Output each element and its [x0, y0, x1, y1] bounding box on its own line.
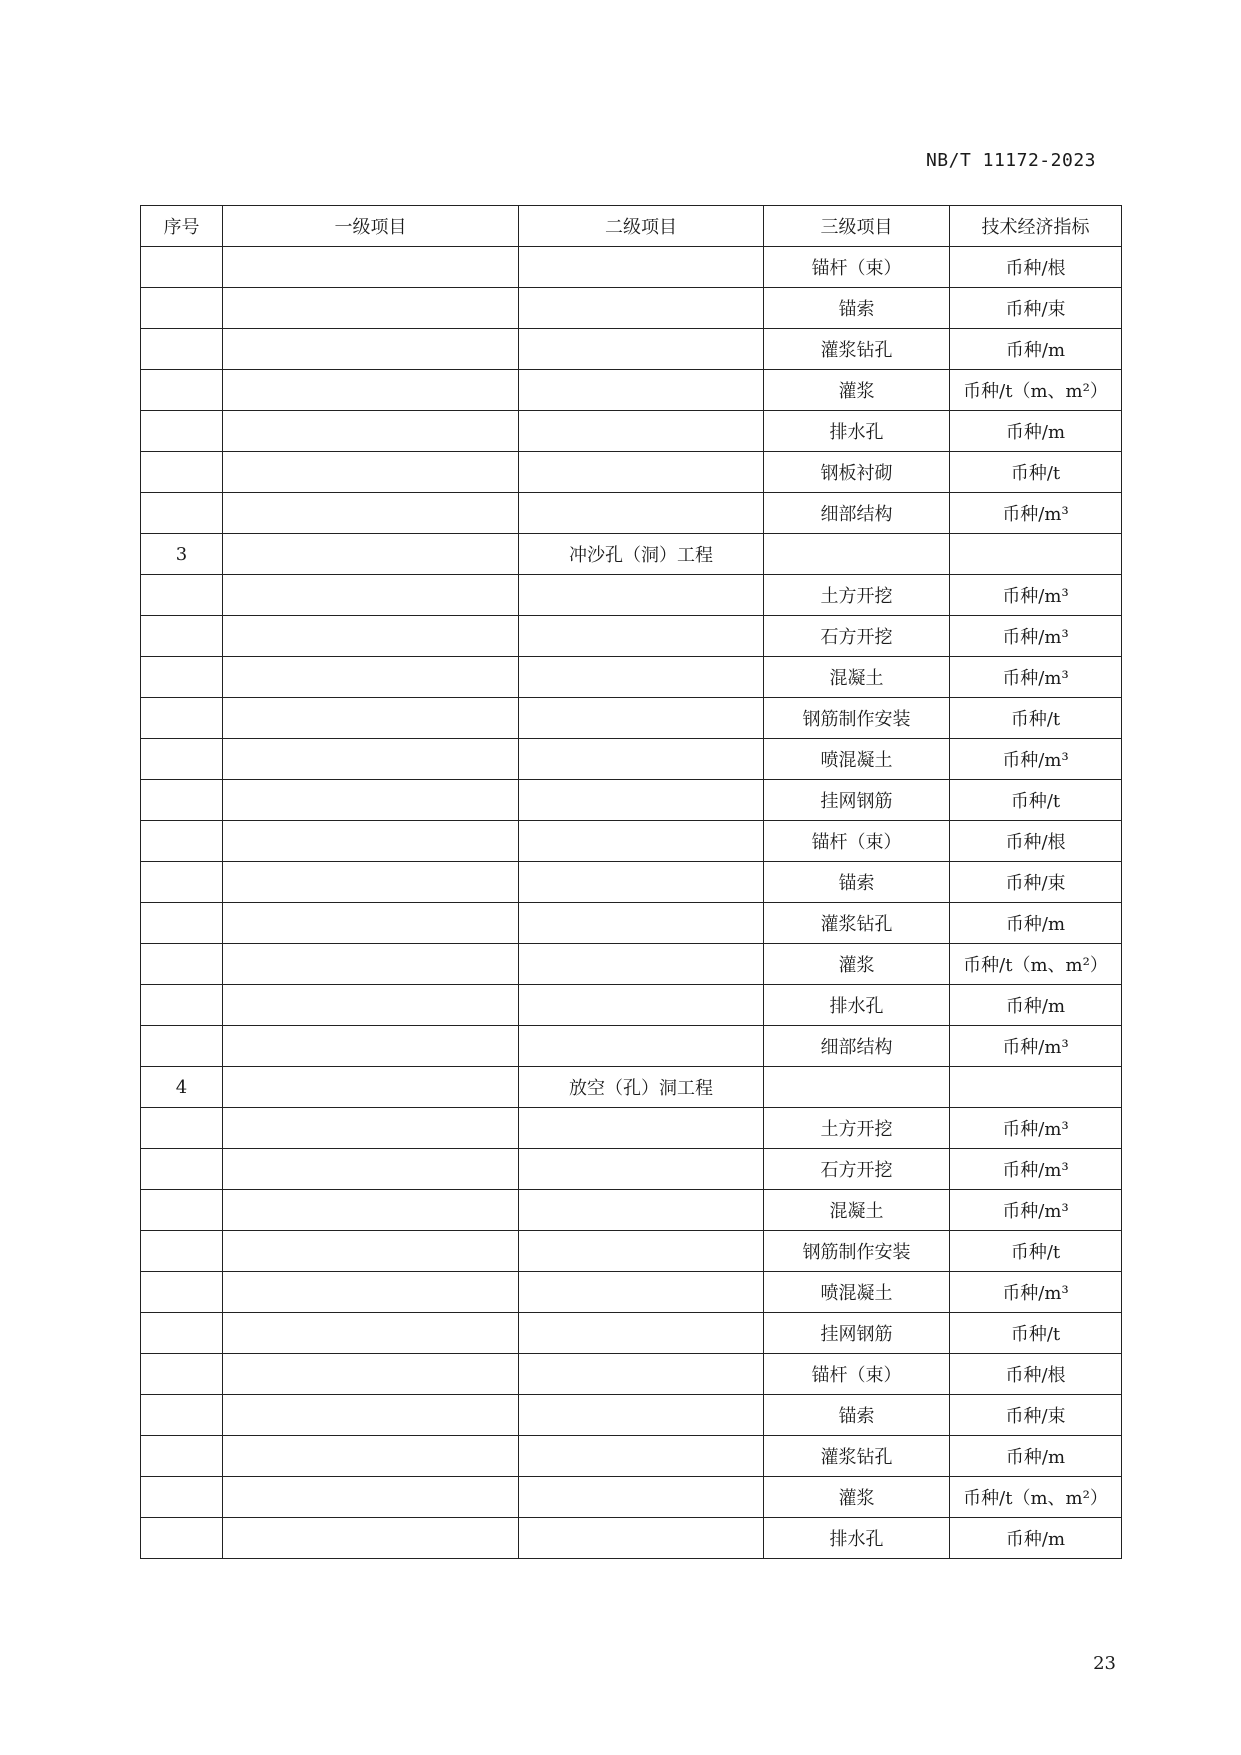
cell-level1 [223, 1518, 519, 1559]
cell-level3: 排水孔 [764, 411, 950, 452]
table-row [141, 1149, 1122, 1190]
table-row [141, 1026, 1122, 1067]
cell-indicator: 币种/t [950, 780, 1122, 821]
cell-seq [141, 616, 223, 657]
cell-level1 [223, 1149, 519, 1190]
cell-seq [141, 247, 223, 288]
cell-indicator: 币种/m³ [950, 616, 1122, 657]
cell-level3: 钢筋制作安装 [764, 1231, 950, 1272]
cell-indicator: 币种/m³ [950, 739, 1122, 780]
cell-indicator: 币种/根 [950, 821, 1122, 862]
cell-level3 [764, 1067, 950, 1108]
cell-level1 [223, 329, 519, 370]
cell-level1 [223, 944, 519, 985]
cell-seq [141, 1026, 223, 1067]
table-row [141, 1190, 1122, 1231]
cell-level3: 喷混凝土 [764, 739, 950, 780]
cell-level2: 冲沙孔（洞）工程 [519, 534, 764, 575]
cell-seq [141, 1313, 223, 1354]
table-row [141, 657, 1122, 698]
table-row [141, 944, 1122, 985]
table-row [141, 370, 1122, 411]
cell-level1 [223, 247, 519, 288]
table-row [141, 1067, 1122, 1108]
cell-level3: 细部结构 [764, 1026, 950, 1067]
cell-level1 [223, 1067, 519, 1108]
cell-level2 [519, 411, 764, 452]
cell-seq [141, 1477, 223, 1518]
cell-level3: 细部结构 [764, 493, 950, 534]
cell-seq [141, 1518, 223, 1559]
col-header-indicator: 技术经济指标 [950, 206, 1122, 247]
cell-indicator: 币种/m³ [950, 1149, 1122, 1190]
cell-level3: 挂网钢筋 [764, 780, 950, 821]
cell-level2 [519, 903, 764, 944]
table-row [141, 780, 1122, 821]
cell-level1 [223, 698, 519, 739]
cell-indicator: 币种/t [950, 1313, 1122, 1354]
cell-seq [141, 657, 223, 698]
cell-level2 [519, 657, 764, 698]
cell-level2: 放空（孔）洞工程 [519, 1067, 764, 1108]
cell-level2 [519, 575, 764, 616]
cell-seq [141, 452, 223, 493]
cell-level3: 锚杆（束） [764, 1354, 950, 1395]
document-code: NB/T 11172-2023 [925, 150, 1096, 171]
cell-level1 [223, 821, 519, 862]
cell-level3: 锚索 [764, 1395, 950, 1436]
cell-level2 [519, 944, 764, 985]
cell-level2 [519, 1395, 764, 1436]
cell-level3: 灌浆 [764, 370, 950, 411]
cell-level3: 喷混凝土 [764, 1272, 950, 1313]
table-body [141, 247, 1122, 1559]
table-row [141, 739, 1122, 780]
cell-level1 [223, 616, 519, 657]
cell-seq [141, 1436, 223, 1477]
cell-level1 [223, 985, 519, 1026]
cell-level1 [223, 1477, 519, 1518]
cell-indicator: 币种/t（m、m²） [950, 370, 1122, 411]
table-row [141, 247, 1122, 288]
table-row [141, 1231, 1122, 1272]
table-row [141, 329, 1122, 370]
cell-seq [141, 1190, 223, 1231]
cell-level3: 锚索 [764, 288, 950, 329]
cell-indicator: 币种/束 [950, 862, 1122, 903]
cell-level3: 石方开挖 [764, 616, 950, 657]
cell-seq [141, 985, 223, 1026]
cell-seq [141, 1149, 223, 1190]
table-row [141, 1395, 1122, 1436]
table-row [141, 1436, 1122, 1477]
cell-indicator: 币种/t（m、m²） [950, 1477, 1122, 1518]
cell-level2 [519, 1108, 764, 1149]
cell-level2 [519, 862, 764, 903]
cell-seq [141, 1354, 223, 1395]
cell-indicator: 币种/t [950, 452, 1122, 493]
cell-level2 [519, 1518, 764, 1559]
cell-level2 [519, 739, 764, 780]
cell-indicator: 币种/t（m、m²） [950, 944, 1122, 985]
cell-level2 [519, 821, 764, 862]
table-row [141, 452, 1122, 493]
cell-level3: 钢筋制作安装 [764, 698, 950, 739]
cell-level3: 排水孔 [764, 985, 950, 1026]
cell-seq [141, 862, 223, 903]
cell-level1 [223, 780, 519, 821]
cell-indicator: 币种/束 [950, 1395, 1122, 1436]
cell-level1 [223, 903, 519, 944]
cell-seq [141, 944, 223, 985]
cell-seq: 4 [141, 1067, 223, 1108]
cell-seq [141, 780, 223, 821]
cell-level1 [223, 739, 519, 780]
cell-indicator: 币种/根 [950, 1354, 1122, 1395]
cell-level2 [519, 288, 764, 329]
cell-seq [141, 329, 223, 370]
cell-level3: 排水孔 [764, 1518, 950, 1559]
table-row [141, 821, 1122, 862]
cell-indicator: 币种/m³ [950, 1108, 1122, 1149]
cell-indicator [950, 1067, 1122, 1108]
table-row [141, 534, 1122, 575]
cell-level3: 灌浆 [764, 1477, 950, 1518]
table-row [141, 411, 1122, 452]
cell-indicator: 币种/根 [950, 247, 1122, 288]
cell-level1 [223, 1272, 519, 1313]
cell-indicator: 币种/m [950, 903, 1122, 944]
cell-indicator: 币种/m [950, 985, 1122, 1026]
table-row [141, 862, 1122, 903]
cell-level2 [519, 1149, 764, 1190]
cell-level2 [519, 329, 764, 370]
cell-level2 [519, 1354, 764, 1395]
cell-indicator: 币种/m³ [950, 575, 1122, 616]
col-header-level2: 二级项目 [519, 206, 764, 247]
cell-level3: 石方开挖 [764, 1149, 950, 1190]
cell-level3: 混凝土 [764, 1190, 950, 1231]
cell-level3: 灌浆 [764, 944, 950, 985]
cell-indicator: 币种/t [950, 698, 1122, 739]
cell-indicator: 币种/m [950, 1436, 1122, 1477]
cell-level2 [519, 1190, 764, 1231]
cell-indicator: 币种/m³ [950, 1272, 1122, 1313]
cell-level2 [519, 780, 764, 821]
cell-level3: 灌浆钻孔 [764, 329, 950, 370]
cell-seq [141, 903, 223, 944]
cell-indicator: 币种/m [950, 1518, 1122, 1559]
cell-level1 [223, 370, 519, 411]
cell-indicator: 币种/m³ [950, 657, 1122, 698]
cell-seq [141, 493, 223, 534]
cell-seq [141, 1231, 223, 1272]
cell-level2 [519, 1313, 764, 1354]
cell-level2 [519, 247, 764, 288]
cell-level2 [519, 1026, 764, 1067]
cell-seq [141, 698, 223, 739]
cell-indicator: 币种/m [950, 411, 1122, 452]
cell-indicator: 币种/m [950, 329, 1122, 370]
cell-seq [141, 821, 223, 862]
cell-level2 [519, 1436, 764, 1477]
cell-level3: 锚杆（束） [764, 821, 950, 862]
cell-level2 [519, 616, 764, 657]
cell-level3: 灌浆钻孔 [764, 1436, 950, 1477]
cell-level3: 土方开挖 [764, 575, 950, 616]
cell-seq [141, 370, 223, 411]
cell-seq [141, 1272, 223, 1313]
cell-level1 [223, 493, 519, 534]
cell-level1 [223, 1354, 519, 1395]
table-row [141, 1272, 1122, 1313]
table-row [141, 575, 1122, 616]
table-header [141, 206, 1122, 247]
cell-level1 [223, 1026, 519, 1067]
cell-level1 [223, 1313, 519, 1354]
table-row [141, 1477, 1122, 1518]
cell-level3: 钢板衬砌 [764, 452, 950, 493]
cell-seq [141, 1108, 223, 1149]
cell-level3: 混凝土 [764, 657, 950, 698]
cell-level1 [223, 657, 519, 698]
col-header-seq: 序号 [141, 206, 223, 247]
table-row [141, 1313, 1122, 1354]
cell-seq: 3 [141, 534, 223, 575]
cell-indicator: 币种/m³ [950, 493, 1122, 534]
cell-level1 [223, 1108, 519, 1149]
cell-level2 [519, 452, 764, 493]
table-row [141, 903, 1122, 944]
cell-seq [141, 411, 223, 452]
cell-level3: 灌浆钻孔 [764, 903, 950, 944]
cell-level1 [223, 575, 519, 616]
col-header-level3: 三级项目 [764, 206, 950, 247]
cost-index-table [140, 205, 1122, 1559]
cell-level1 [223, 452, 519, 493]
table-row [141, 1108, 1122, 1149]
cell-seq [141, 575, 223, 616]
cell-level2 [519, 493, 764, 534]
cell-level3 [764, 534, 950, 575]
table-row [141, 698, 1122, 739]
cell-indicator: 币种/束 [950, 288, 1122, 329]
table-row [141, 493, 1122, 534]
cell-level2 [519, 985, 764, 1026]
cell-level1 [223, 862, 519, 903]
cell-level2 [519, 370, 764, 411]
cell-seq [141, 1395, 223, 1436]
cell-level3: 土方开挖 [764, 1108, 950, 1149]
table-header-row [141, 206, 1122, 247]
cell-level3: 锚索 [764, 862, 950, 903]
cell-level2 [519, 1272, 764, 1313]
cell-level2 [519, 698, 764, 739]
cell-level1 [223, 1231, 519, 1272]
table-row [141, 288, 1122, 329]
page-number: 23 [1093, 1653, 1116, 1674]
cell-level1 [223, 1395, 519, 1436]
cell-indicator: 币种/m³ [950, 1190, 1122, 1231]
cell-level1 [223, 534, 519, 575]
cell-level1 [223, 1190, 519, 1231]
cell-level3: 锚杆（束） [764, 247, 950, 288]
cell-level1 [223, 288, 519, 329]
cell-level1 [223, 411, 519, 452]
cell-level2 [519, 1477, 764, 1518]
table-row [141, 616, 1122, 657]
table-row [141, 985, 1122, 1026]
cell-level3: 挂网钢筋 [764, 1313, 950, 1354]
cell-seq [141, 739, 223, 780]
cell-level1 [223, 1436, 519, 1477]
cell-indicator [950, 534, 1122, 575]
table-row [141, 1354, 1122, 1395]
col-header-level1: 一级项目 [223, 206, 519, 247]
cell-level2 [519, 1231, 764, 1272]
cell-indicator: 币种/m³ [950, 1026, 1122, 1067]
cell-indicator: 币种/t [950, 1231, 1122, 1272]
cell-seq [141, 288, 223, 329]
table-row [141, 1518, 1122, 1559]
